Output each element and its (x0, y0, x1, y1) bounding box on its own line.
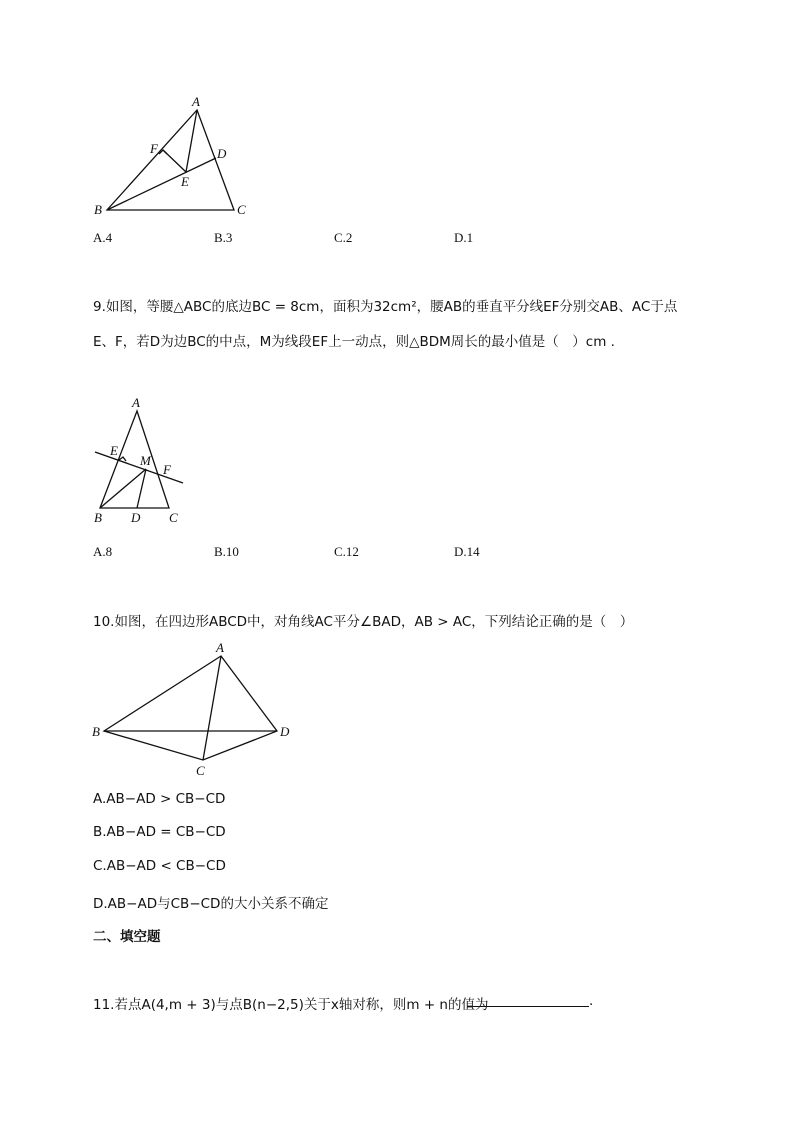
q10-quadrilateral-abcd (104, 656, 277, 760)
q8-segment-bd (107, 158, 216, 210)
q9-label-f: F (163, 462, 171, 477)
q9-stem-line2: E、F，若D为边BC的中点，M为线段EF上一动点，则△BDM周长的最小值是（ ）cm . (93, 334, 615, 350)
q9-segment-bm (100, 469, 146, 508)
q8-label-b: B (94, 202, 102, 217)
q10-label-a: A (216, 640, 224, 655)
q10-option-a: A.AB−AD > CB−CD (93, 791, 226, 807)
q9-segment-dm (137, 469, 146, 508)
q9-option-d: D.14 (454, 544, 480, 559)
q11-stem: 11.若点A(4,m + 3)与点B(n−2,5)关于x轴对称，则m + n的值为 (93, 997, 489, 1013)
q10-option-c: C.AB−AD < CB−CD (93, 858, 226, 874)
q8-label-d: D (217, 146, 227, 161)
q8-label-a: A (192, 94, 200, 109)
q9-stem-line1: 9.如图，等腰△ABC的底边BC = 8cm，面积为32cm²，腰AB的垂直平分线EF分别交AB、AC于点 (93, 299, 678, 315)
q9-label-d: D (131, 510, 141, 525)
q10-diagonal-ac (203, 656, 221, 760)
q9-label-c: C (169, 510, 178, 525)
q9-label-e: E (110, 443, 118, 458)
q8-right-angle-mark (159, 150, 167, 154)
q10-label-c: C (196, 763, 205, 778)
q10-option-d: D.AB−AD与CB−CD的大小关系不确定 (93, 896, 329, 912)
q9-right-angle-mark (119, 457, 126, 461)
q8-triangle-abc (107, 110, 234, 210)
q9-label-a: A (132, 395, 140, 410)
q10-stem: 10.如图，在四边形ABCD中，对角线AC平分∠BAD，AB > AC，下列结论正确的是（ ） (93, 614, 634, 630)
q8-option-c: C.2 (334, 230, 353, 245)
q8-label-c: C (237, 202, 246, 217)
q10-option-b: B.AB−AD = CB−CD (93, 824, 226, 840)
section-heading-fill-in: 二、填空题 (93, 929, 161, 945)
q9-option-b: B.10 (214, 544, 239, 559)
q8-segment-ae (186, 110, 197, 172)
q10-label-d: D (280, 724, 290, 739)
q11-answer-blank[interactable] (467, 1006, 589, 1007)
q9-label-m: M (140, 453, 151, 468)
q9-label-b: B (94, 510, 102, 525)
q8-label-f: F (150, 141, 158, 156)
q8-segment-fe (163, 150, 186, 172)
q8-label-e: E (181, 174, 189, 189)
q8-option-a: A.4 (93, 230, 113, 245)
q11-period: . (589, 993, 594, 1009)
q8-option-d: D.1 (454, 230, 474, 245)
q9-line-ef (95, 452, 183, 483)
q8-option-b: B.3 (214, 230, 233, 245)
q10-label-b: B (92, 724, 100, 739)
q9-option-a: A.8 (93, 544, 113, 559)
q9-option-c: C.12 (334, 544, 359, 559)
q9-triangle-abc (100, 411, 169, 508)
